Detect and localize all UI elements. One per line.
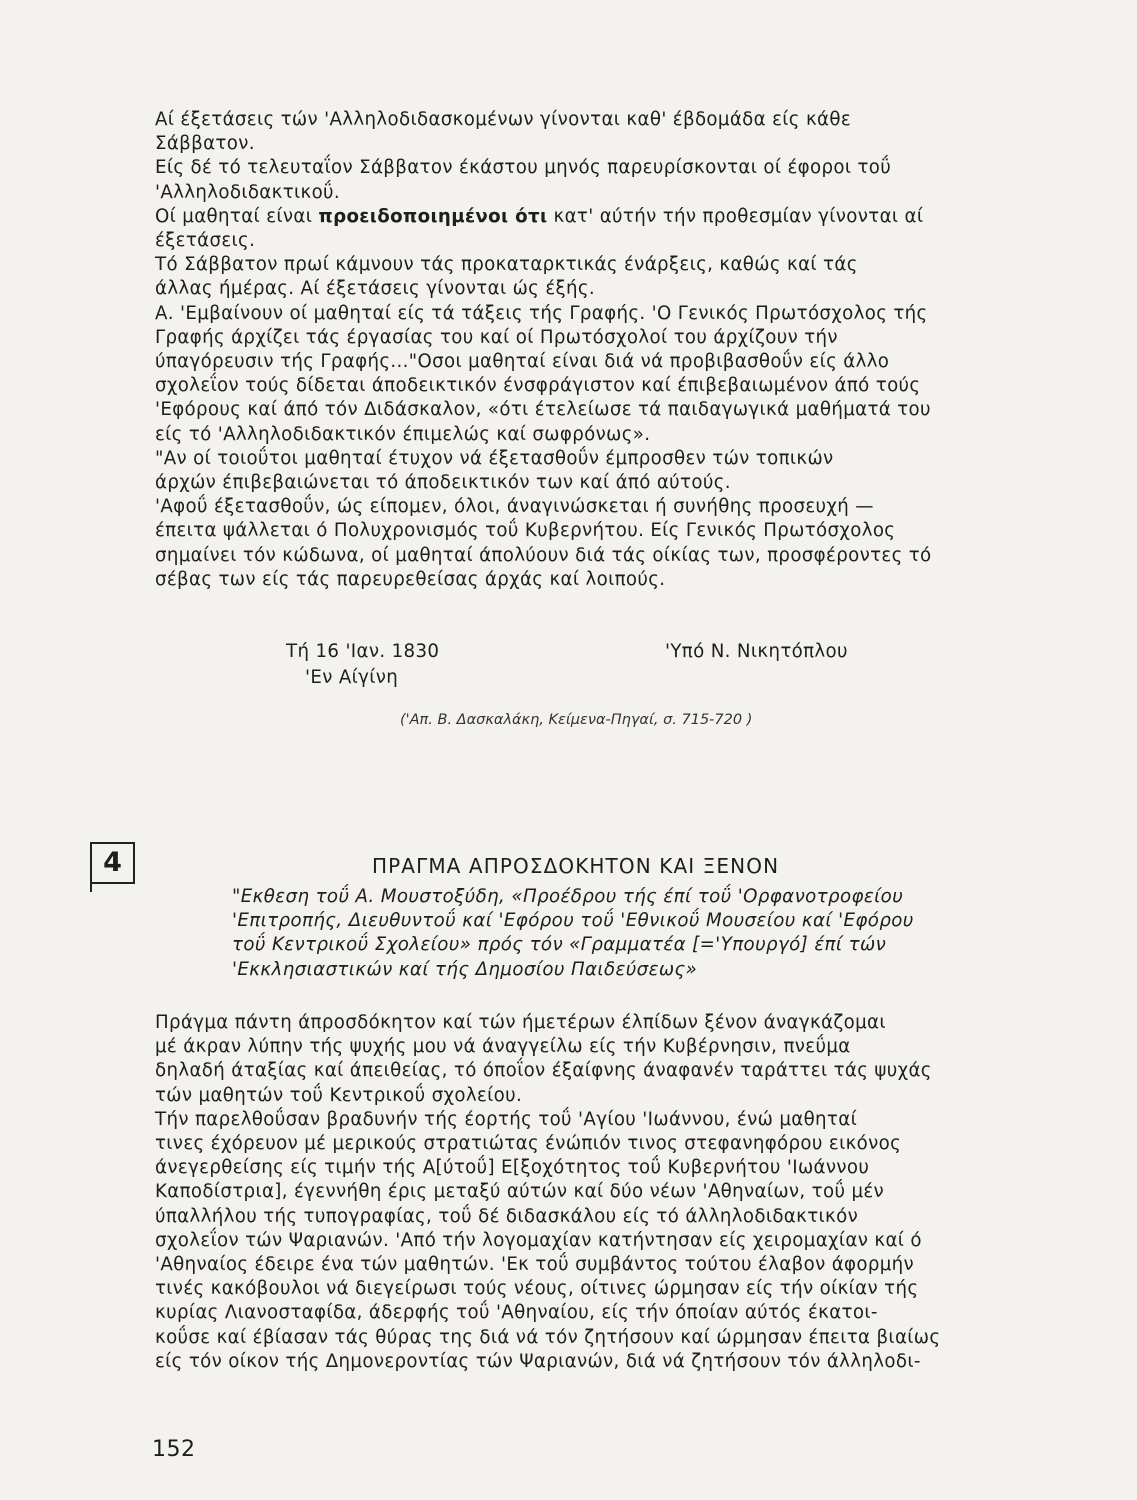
paragraph-exams-weekly [155, 108, 1027, 156]
text-line: Οί μαθηταί είναι [155, 205, 319, 227]
text-line: 'Αθηναίος έδειρε ένα τών μαθητών. 'Εκ τοΰ συμβάντος τούτου έλαβον άφορμήν [155, 1254, 915, 1276]
text-line: "Αν οί τοιοΰτοι μαθηταί έτυχον νά έξετασθοΰν έμπροσθεν τών τοπικών [155, 447, 834, 469]
text-line: σέβας των είς τάς παρευρεθείσας άρχάς καί λοιπούς. [155, 568, 666, 590]
page-number: 152 [152, 1437, 196, 1462]
paragraph-saturday-morning [155, 253, 1027, 301]
text-line: τινες έχόρευον μέ μερικούς στρατιώτας ένώπιόν τινος στεφανηφόρου εικόνος [155, 1133, 902, 1155]
bold-phrase: προειδοποιημένοι ότι [318, 205, 548, 227]
text-line: τών μαθητών τοΰ Κεντρικοΰ σχολείου. [155, 1084, 523, 1106]
text-line: Σάββατον. [155, 133, 255, 155]
text-line: έξετάσεις. [155, 230, 256, 252]
text-line: δηλαδή άταξίας καί άπειθείας, τό όποΐον έξαίφνης άναφανέν ταράττει τάς ψυχάς [155, 1060, 932, 1082]
text-line: Πράγμα πάντη άπροσδόκητον καί τών ήμετέρων έλπίδων ξένον άναγκάζομαι [155, 1012, 886, 1033]
paragraph-incident [155, 1108, 1027, 1374]
text-line: σημαίνει τόν κώδωνα, οί μαθηταί άπολύουν διά τάς οίκίας των, προσφέροντες τό [155, 544, 932, 566]
text-line: 'Επιτροπής, Διευθυντοΰ καί 'Εφόρου τοΰ 'Εθνικοΰ Μουσείου καί 'Εφόρου [232, 910, 914, 932]
text-line: Αί έξετάσεις τών 'Αλληλοδιδασκομένων γίνονται καθ' έβδομάδα είς κάθε [155, 109, 852, 130]
text-line: Τό Σάββατον πρωί κάμνουν τάς προκαταρκτικάς ένάρξεις, καθώς καί τάς [155, 254, 858, 276]
paragraph-writing-classes [155, 302, 1027, 447]
text-line: άνεγερθείσης είς τιμήν τής Α[ύτοΰ] Ε[ξοχότητος τοΰ Κυβερνήτου 'Ιωάννου [155, 1157, 870, 1179]
text-line: 'Αλληλοδιδακτικοΰ. [155, 181, 341, 203]
text-line: 'Αφοΰ έξετασθοΰν, ώς είπομεν, όλοι, άναγινώσκεται ή συνήθης προσευχή — [155, 496, 874, 518]
paragraph-last-saturday [155, 156, 1027, 204]
text-line: σχολεΐον τούς δίδεται άποδεικτικόν ένσφράγιστον καί έπιβεβαιωμένον άπό τούς [155, 375, 921, 397]
paragraph-unexpected-matter [155, 1011, 1027, 1108]
paragraph-students-notified [155, 205, 1027, 253]
signature-row [155, 640, 1027, 664]
text-line: άρχών έπιβεβαιώνεται τό άποδεικτικόν των καί άπό αύτούς. [155, 472, 731, 494]
text-line: είς τό 'Αλληλοδιδακτικόν έπιμελώς καί σωφρόνως». [155, 423, 651, 445]
report-body-text [155, 1011, 1027, 1374]
text-line: κοΰσε καί έβίασαν τάς θύρας της διά νά τόν ζητήσουν καί ώρμησαν έπειτα βιαίως [155, 1326, 941, 1348]
text-line: 'Εφόρους καί άπό τόν Διδάσκαλον, «ότι έτελείωσε τά παιδαγωγικά μαθήματά του [155, 399, 931, 421]
section-number-box: 4 [90, 842, 135, 884]
source-citation: ('Απ. Β. Δασκαλάκη, Κείμενα-Πηγαί, σ. 715-720 ) [400, 712, 753, 728]
text-line: Α. 'Εμβαίνουν οί μαθηταί είς τά τάξεις τής Γραφής. 'Ο Γενικός Πρωτόσχολος τής [155, 302, 928, 324]
paragraph-prayer [155, 495, 1027, 592]
text-line: τινές κακόβουλοι νά διεγείρωσι τούς νέους, οίτινες ώρμησαν είς τήν οίκίαν τής [155, 1278, 919, 1300]
text-line: είς τόν οίκον τής Δημονεροντίας τών Ψαριανών, διά νά ζητήσουν τόν άλληλοδι- [155, 1350, 921, 1372]
text-line: 'Εκκλησιαστικών καί τής Δημοσίου Παιδεύσεως» [232, 958, 698, 980]
signature-place: 'Εν Αίγίνη [305, 667, 399, 688]
text-line: άλλας ήμέρας. Αί έξετάσεις γίνονται ώς έξής. [155, 278, 596, 300]
text-line: τοΰ Κεντρικοΰ Σχολείου» πρός τόν «Γραμματέα [='Υπουργό] έπί τών [232, 934, 887, 956]
text-line: σχολεΐον τών Ψαριανών. 'Από τήν λογομαχίαν κατήντησαν είς χειρομαχίαν καί ό [155, 1229, 922, 1251]
signature-place-row [155, 666, 1027, 690]
section-box-tick [90, 884, 112, 892]
document-description [232, 885, 1025, 982]
exam-regulations-text [155, 108, 1027, 688]
text-line: Γραφής άρχίζει τάς έργασίας του καί οί Πρωτόσχολοί του άρχίζουν τήν [155, 326, 838, 348]
paragraph-local-authorities [155, 447, 1027, 495]
text-line: ύπαγόρευσιν τής Γραφής..."Οσοι μαθηταί είναι διά νά προβιβασθοΰν είς άλλο [155, 351, 890, 373]
text-line: Τήν παρελθοΰσαν βραδυνήν τής έορτής τοΰ 'Αγίου 'Ιωάννου, ένώ μαθηταί [155, 1108, 858, 1130]
signature-author: 'Υπό Ν. Νικητόπλου [665, 641, 848, 662]
section-title: ΠΡΑΓΜΑ ΑΠΡΟΣΔΟΚΗΤΟΝ ΚΑΙ ΞΕΝΟΝ [372, 854, 780, 878]
text-line: Καποδίστρια], έγεννήθη έρις μεταξύ αύτών καί δύο νέων 'Αθηναίων, τοΰ μέν [155, 1181, 885, 1203]
text-line: κατ' αύτήν τήν προθεσμίαν γίνονται αί [547, 205, 924, 227]
text-line: "Εκθεση τοΰ Α. Μουστοξύδη, «Προέδρου τής έπί τοΰ 'Ορφανοτροφείου [232, 886, 904, 907]
signature-date: Τή 16 'Ιαν. 1830 [286, 641, 440, 662]
description-paragraph [232, 885, 1025, 982]
text-line: Είς δέ τό τελευταΐον Σάββατον έκάστου μηνός παρευρίσκονται οί έφοροι τοΰ [155, 157, 892, 179]
text-line: ύπαλλήλου τής τυπογραφίας, τοΰ δέ διδασκάλου είς τό άλληλοδιδακτικόν [155, 1205, 859, 1227]
text-line: μέ άκραν λύπην τής ψυχής μου νά άναγγείλω είς τήν Κυβέρνησιν, πνεΰμα [155, 1036, 851, 1058]
text-line: κυρίας Λιανοσταφίδα, άδερφής τοΰ 'Αθηναίου, είς τήν όποίαν αύτός έκατοι- [155, 1302, 878, 1324]
text-line: έπειτα ψάλλεται ό Πολυχρονισμός τοΰ Κυβερνήτου. Είς Γενικός Πρωτόσχολος [155, 520, 896, 542]
